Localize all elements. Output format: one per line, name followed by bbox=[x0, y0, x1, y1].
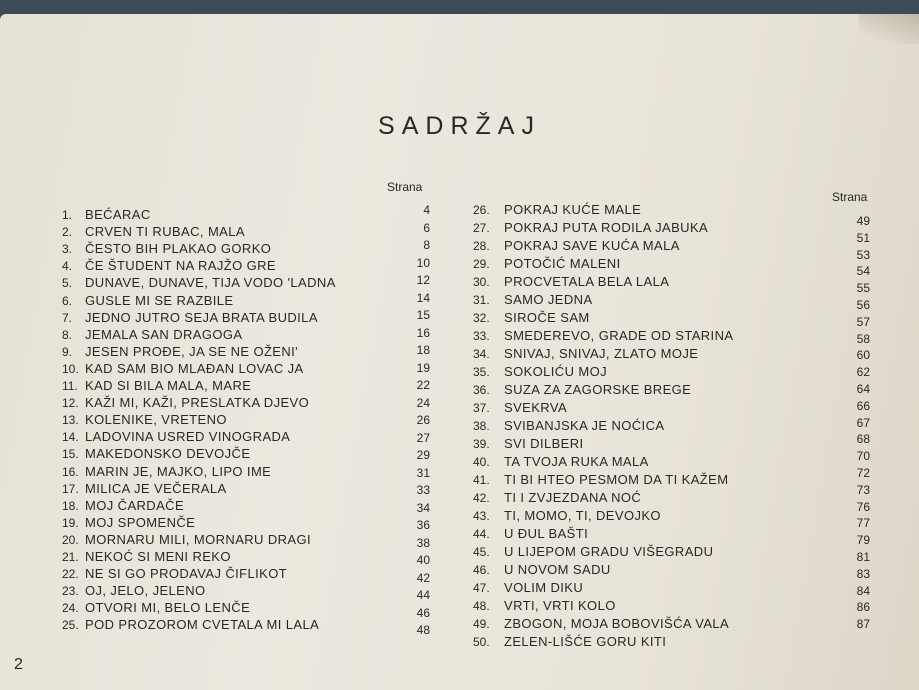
toc-entry-title: ZBOGON, MOJA BOBOVIŠĆA VALA bbox=[504, 616, 730, 631]
toc-entry-number: 21. bbox=[62, 550, 79, 564]
toc-entry-number: 18. bbox=[62, 498, 79, 513]
toc-entry-page: 16 bbox=[416, 325, 430, 340]
toc-entry-number: 16. bbox=[62, 464, 79, 479]
toc-entry-number: 11. bbox=[62, 379, 78, 393]
toc-entry-number: 35. bbox=[473, 365, 490, 379]
strana-header-left: Strana bbox=[387, 180, 423, 194]
toc-entry-title: VRTI, VRTI KOLO bbox=[504, 598, 616, 613]
toc-entry-page: 42 bbox=[416, 570, 430, 585]
toc-entry-number: 28. bbox=[473, 239, 490, 253]
toc-entry-number: 46. bbox=[473, 563, 490, 577]
toc-entry-title: MORNARU MILI, MORNARU DRAGI bbox=[85, 531, 312, 547]
toc-entry-page: 79 bbox=[856, 533, 870, 548]
toc-entry-title: POKRAJ SAVE KUĆA MALA bbox=[504, 238, 680, 253]
toc-entry-number: 27. bbox=[473, 221, 490, 235]
toc-entry-number: 31. bbox=[473, 293, 490, 307]
toc-entry-page: 58 bbox=[856, 331, 870, 346]
toc-entry-page: 72 bbox=[856, 466, 870, 480]
toc-entry-number: 49. bbox=[473, 617, 490, 631]
page-number: 2 bbox=[14, 656, 23, 673]
toc-entry-number: 41. bbox=[473, 473, 490, 487]
toc-entry-number: 4. bbox=[62, 259, 73, 274]
toc-entry-page: 56 bbox=[856, 298, 870, 312]
toc-entry-title: KAD SI BILA MALA, MARE bbox=[85, 378, 252, 393]
toc-entry-title: TA TVOJA RUKA MALA bbox=[504, 454, 649, 469]
toc-entry-title: ČESTO BIH PLAKAO GORKO bbox=[85, 241, 272, 257]
toc-entry-title: MOJ ČARDAČE bbox=[85, 497, 185, 513]
toc-entry-title: ZELEN-LIŠĆE GORU KITI bbox=[504, 634, 667, 649]
toc-entry-number: 7. bbox=[62, 310, 73, 325]
toc-entry-title: KAD SAM BIO MLAĐAN LOVAC JA bbox=[85, 360, 304, 376]
toc-entry-number: 34. bbox=[473, 347, 490, 361]
toc-entry-title: BEĆARAC bbox=[85, 207, 151, 222]
toc-entry-page: 44 bbox=[416, 588, 430, 602]
toc-entry-number: 10. bbox=[62, 361, 79, 376]
toc-entry-page: 10 bbox=[416, 255, 430, 270]
toc-entry-title: ČE ŠTUDENT NA RAJŽO GRE bbox=[85, 258, 276, 274]
toc-entry-number: 23. bbox=[62, 584, 79, 599]
toc-entry-number: 19. bbox=[62, 515, 79, 530]
toc-entry-number: 20. bbox=[62, 532, 79, 547]
toc-entry-title: POKRAJ KUĆE MALE bbox=[504, 202, 642, 217]
toc-entry-title: OJ, JELO, JELENO bbox=[85, 583, 206, 599]
toc-entry-number: 1. bbox=[62, 208, 73, 222]
toc-entry-page: 84 bbox=[856, 583, 870, 598]
toc-entry-number: 40. bbox=[473, 455, 490, 469]
toc-entry-title: GUSLE MI SE RAZBILE bbox=[85, 292, 234, 308]
toc-entry-page: 68 bbox=[856, 432, 870, 447]
toc-entry-title: SUZA ZA ZAGORSKE BREGE bbox=[504, 382, 692, 397]
toc-entry-page: 34 bbox=[416, 500, 430, 515]
toc-entry-title: MILICA JE VEČERALA bbox=[85, 480, 227, 496]
toc-entry-number: 15. bbox=[62, 447, 79, 462]
toc-entry-title: JEDNO JUTRO SEJA BRATA BUDILA bbox=[85, 309, 318, 325]
toc-entry-title: TI, MOMO, TI, DEVOJKO bbox=[504, 508, 661, 523]
toc-entry-page: 70 bbox=[856, 449, 870, 464]
toc-entry-title: MAKEDONSKO DEVOJČE bbox=[85, 446, 251, 462]
toc-entry-number: 42. bbox=[473, 491, 490, 505]
toc-entry-page: 76 bbox=[856, 499, 870, 514]
toc-entry-title: POD PROZOROM CVETALA MI LALA bbox=[85, 617, 320, 633]
toc-entry-number: 45. bbox=[473, 545, 490, 559]
toc-entry-number: 5. bbox=[62, 276, 73, 291]
toc-entry-title: NE SI GO PRODAVAJ ČIFLIKOT bbox=[85, 566, 288, 582]
toc-entry-number: 2. bbox=[62, 225, 73, 240]
toc-entry-page: 18 bbox=[416, 343, 430, 357]
toc-entry-title: SVI DILBERI bbox=[504, 436, 584, 451]
toc-entry-page: 55 bbox=[856, 281, 870, 296]
toc-entry-title: U NOVOM SADU bbox=[504, 562, 611, 577]
toc-entry-title: KAŽI MI, KAŽI, PRESLATKA DJEVO bbox=[85, 395, 310, 411]
toc-entry-number: 25. bbox=[62, 618, 79, 633]
toc-entry-number: 6. bbox=[62, 293, 73, 308]
toc-entry-number: 26. bbox=[473, 203, 490, 217]
toc-entry-number: 44. bbox=[473, 527, 490, 541]
toc-entry-page: 73 bbox=[856, 482, 870, 497]
toc-entry-number: 12. bbox=[62, 396, 79, 411]
toc-entry-title: SNIVAJ, SNIVAJ, ZLATO MOJE bbox=[504, 346, 699, 361]
toc-entry-number: 36. bbox=[473, 383, 490, 397]
toc-entry-page: 22 bbox=[416, 378, 430, 392]
toc-entry-number: 50. bbox=[473, 635, 490, 649]
toc-entry-page: 77 bbox=[856, 516, 870, 531]
toc-entry-title: TI BI HTEO PESMOM DA TI KAŽEM bbox=[504, 472, 729, 487]
toc-entry-page: 36 bbox=[416, 518, 430, 532]
toc-entry-page: 51 bbox=[856, 230, 870, 245]
toc-entry-number: 9. bbox=[62, 344, 73, 359]
toc-entry-page: 4 bbox=[423, 203, 430, 217]
toc-entry-title: SMEDEREVO, GRADE OD STARINA bbox=[504, 328, 734, 343]
toc-entry-page: 66 bbox=[856, 398, 870, 413]
toc-entry-title: SAMO JEDNA bbox=[504, 292, 593, 307]
toc-entry-number: 37. bbox=[473, 401, 490, 415]
toc-entry-number: 29. bbox=[473, 257, 490, 271]
toc-entry-title: TI I ZVJEZDANA NOĆ bbox=[504, 490, 642, 505]
toc-entry-title: NEKOĆ SI MENI REKO bbox=[85, 549, 231, 564]
toc-entry-page: 31 bbox=[416, 465, 430, 480]
toc-entry-number: 24. bbox=[62, 601, 79, 616]
toc-entry-page: 86 bbox=[856, 600, 870, 615]
toc-entry-page: 27 bbox=[416, 430, 430, 445]
toc-entry-title: U ĐUL BAŠTI bbox=[504, 526, 589, 541]
toc-entry-page: 83 bbox=[856, 566, 870, 581]
toc-entry-number: 38. bbox=[473, 419, 490, 433]
toc-entry-number: 30. bbox=[473, 275, 490, 289]
toc-entry-title: MOJ SPOMENČE bbox=[85, 514, 196, 530]
toc-entry-page: 54 bbox=[856, 264, 870, 279]
toc-entry-title: LADOVINA USRED VINOGRADA bbox=[85, 429, 291, 445]
toc-entry-number: 14. bbox=[62, 430, 79, 445]
toc-entry-page: 8 bbox=[423, 238, 430, 252]
toc-entry-page: 64 bbox=[856, 382, 870, 396]
toc-entry-page: 33 bbox=[416, 483, 430, 497]
toc-entry-page: 29 bbox=[416, 448, 430, 462]
toc-entry-page: 6 bbox=[423, 220, 430, 235]
toc-entry-title: JEMALA SAN DRAGOGA bbox=[85, 326, 243, 342]
toc-entry-page: 62 bbox=[856, 365, 870, 380]
toc-entry-page: 87 bbox=[856, 617, 870, 632]
toc-entry-number: 8. bbox=[62, 327, 73, 342]
toc-entry-title: SOKOLIĆU MOJ bbox=[504, 364, 608, 379]
page-title: SADRŽAJ bbox=[378, 112, 541, 140]
toc-entry-page: 57 bbox=[856, 314, 870, 329]
toc-entry-number: 43. bbox=[473, 509, 490, 523]
toc-entry-title: U LIJEPOM GRADU VIŠEGRADU bbox=[504, 544, 714, 559]
toc-entry-title: CRVEN TI RUBAC, MALA bbox=[85, 224, 245, 240]
toc-entry-page: 14 bbox=[416, 290, 430, 305]
toc-entry-number: 47. bbox=[473, 581, 490, 595]
toc-entry-page: 46 bbox=[416, 605, 430, 620]
toc-entry-page: 48 bbox=[416, 623, 430, 637]
toc-entry-title: POTOČIĆ MALENI bbox=[504, 256, 621, 271]
toc-entry-number: 48. bbox=[473, 599, 490, 613]
toc-entry-title: OTVORI MI, BELO LENČE bbox=[85, 600, 251, 616]
toc-entry-page: 49 bbox=[856, 214, 870, 228]
toc-entry-number: 39. bbox=[473, 437, 490, 451]
toc-entry-page: 67 bbox=[856, 415, 870, 430]
toc-entry-number: 32. bbox=[473, 311, 490, 325]
toc-entry-page: 40 bbox=[416, 553, 430, 567]
toc-entry-page: 12 bbox=[416, 273, 430, 287]
toc-entry-number: 3. bbox=[62, 242, 73, 257]
strana-header-right: Strana bbox=[832, 190, 868, 204]
toc-entry-page: 26 bbox=[416, 413, 430, 427]
toc-entry-page: 24 bbox=[416, 395, 430, 410]
toc-entry-title: SVIBANJSKA JE NOĆICA bbox=[504, 418, 665, 433]
toc-entry-title: KOLENIKE, VRETENO bbox=[85, 412, 227, 428]
toc-entry-title: SVEKRVA bbox=[504, 400, 568, 415]
toc-entry-page: 53 bbox=[856, 247, 870, 262]
toc-entry-page: 15 bbox=[416, 308, 430, 322]
page-corner-shadow bbox=[859, 14, 919, 44]
toc-entry-title: JESEN PROĐE, JA SE NE OŽENI' bbox=[85, 343, 299, 359]
toc-entry-title: SIROČE SAM bbox=[504, 310, 590, 325]
toc-entry-number: 17. bbox=[62, 481, 79, 496]
toc-entry-page: 60 bbox=[856, 348, 870, 363]
toc-entry-page: 38 bbox=[416, 535, 430, 550]
toc-entry-title: PROCVETALA BELA LALA bbox=[504, 274, 670, 289]
toc-entry-page: 81 bbox=[856, 550, 870, 564]
toc-entry-title: MARIN JE, MAJKO, LIPO IME bbox=[85, 463, 272, 479]
toc-entry-number: 33. bbox=[473, 329, 490, 343]
toc-entry-number: 13. bbox=[62, 413, 79, 428]
toc-entry-title: POKRAJ PUTA RODILA JABUKA bbox=[504, 220, 709, 235]
toc-entry-number: 22. bbox=[62, 567, 79, 582]
toc-entry-page: 19 bbox=[416, 360, 430, 375]
toc-entry-title: DUNAVE, DUNAVE, TIJA VODO 'LADNA bbox=[85, 275, 336, 291]
toc-entry-title: VOLIM DIKU bbox=[504, 580, 584, 595]
